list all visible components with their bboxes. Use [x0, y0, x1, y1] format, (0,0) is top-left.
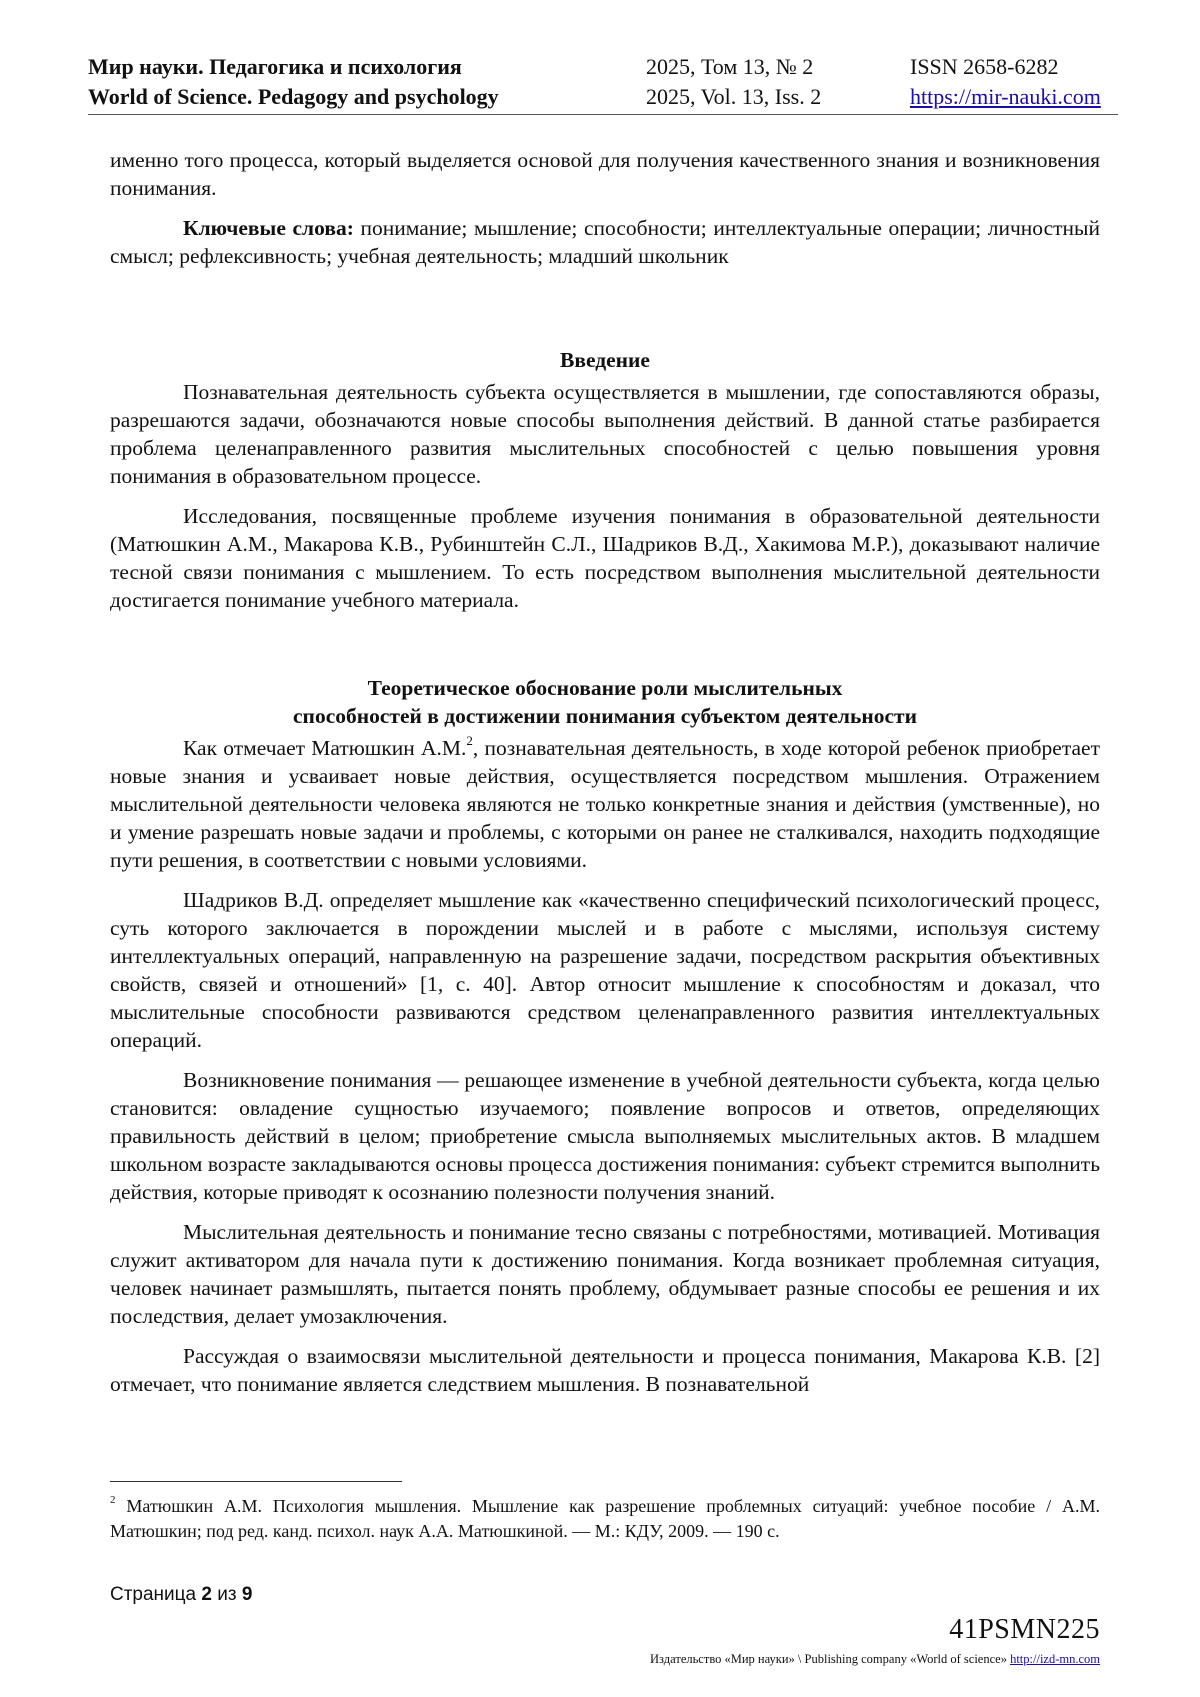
paragraph: Исследования, посвященные проблеме изучения понимания в образовательной деятельности (Матюшкин А.М., Макарова К.В., Рубинштейн С.Л., Шадриков В.Д., Хакимова М.Р.), доказывают наличие тесной связи понимания с мышлением. То есть посредством выполнения мыслительной деятельности достигается понимание учебного материала. [110, 504, 1100, 612]
pager-prefix: Страница [110, 1584, 202, 1605]
footnote-ref[interactable]: 2 [466, 732, 473, 748]
footnote-text: Матюшкин А.М. Психология мышления. Мышление как разрешение проблемных ситуаций: учебное пособие / А.М. Матюшкин; под ред. канд. психол. наук А.А. Матюшкиной. — М.: КДУ, 2009. — 190 с. [110, 1496, 1100, 1541]
header-row-ru [88, 52, 1118, 82]
footnote [110, 1494, 1100, 1544]
paragraph-rest: , познавательная деятельность, в ходе которой ребенок приобретает новые знания и усваивает новые действия, осуществляется посредством мышления. Отражением мыслительной деятельности человека являются не только конкретные знания и действия (умственные), но и умение разрешать новые задачи и проблемы, с которыми он ранее не сталкивался, находить подходящие пути решения, в соответствии с новыми условиями. [110, 736, 1100, 872]
issn: ISSN 2658-6282 [910, 54, 1059, 79]
journal-title-en: World of Science. Pedagogy and psychology [88, 84, 499, 109]
footnote-number: 2 [110, 1494, 116, 1506]
page-counter [110, 1584, 252, 1606]
section-heading-theory [110, 674, 1100, 730]
journal-header [88, 52, 1118, 112]
keywords-label: Ключевые слова: [183, 216, 354, 240]
pager-sep: из [211, 1584, 242, 1605]
issue-ru: 2025, Том 13, № 2 [646, 54, 814, 79]
article-body [110, 146, 1100, 1410]
keywords [110, 214, 1100, 270]
paragraph: Возникновение понимания — решающее изменение в учебной деятельности субъекта, когда целью становится: овладение сущностью изучаемого; появление вопросов и ответов, определяющих правильность действий в целом; приобретение смысла выполняемых мыслительных актов. В младшем школьном возрасте закладываются основы процесса достижения понимания: субъект стремится выполнить действия, которые приводят к осознанию полезности получения знаний. [110, 1068, 1100, 1204]
paragraph [110, 734, 1100, 874]
footnote-divider [110, 1481, 402, 1482]
journal-title-ru: Мир науки. Педагогика и психология [88, 54, 462, 79]
spacer [110, 282, 1100, 346]
publisher-line [650, 1652, 1100, 1667]
pager-total: 9 [241, 1584, 253, 1605]
header-row-en [88, 82, 1118, 112]
issue-en: 2025, Vol. 13, Iss. 2 [646, 84, 822, 109]
spacer [110, 626, 1100, 674]
heading-line-2: способностей в достижении понимания субъектом деятельности [293, 704, 917, 728]
abstract-tail: именно того процесса, который выделяется основой для получения качественного знания и возникновения понимания. [110, 148, 1100, 200]
pager-current: 2 [201, 1584, 212, 1605]
publisher-text: Издательство «Мир науки» \ Publishing company «World of science» [650, 1652, 1011, 1666]
publisher-url-link[interactable]: http://izd-mn.com [1010, 1652, 1100, 1666]
header-divider [88, 114, 1118, 115]
paragraph: Познавательная деятельность субъекта осуществляется в мышлении, где сопоставляются образы, разрешаются задачи, обозначаются новые способы выполнения действий. В данной статье разбирается проблема целенаправленного развития мыслительных способностей с целью повышения уровня понимания в образовательном процессе. [110, 380, 1100, 488]
journal-url-link[interactable]: https://mir-nauki.com [910, 84, 1101, 109]
heading-line-1: Теоретическое обоснование роли мыслительных [367, 676, 843, 700]
paragraph: Шадриков В.Д. определяет мышление как «качественно специфический психологический процесс, суть которого заключается в порождении мыслей и в работе с мыслями, используя систему интеллектуальных операций, направленную на разрешение задачи, посредством раскрытия объективных свойств, связей и отношений» [1, с. 40]. Автор относит мышление к способностям и доказал, что мыслительные способности развиваются средством целенаправленного развития интеллектуальных операций. [110, 888, 1100, 1052]
paragraph: Мыслительная деятельность и понимание тесно связаны с потребностями, мотивацией. Мотивация служит активатором для начала пути к достижению понимания. Когда возникает проблемная ситуация, человек начинает размышлять, пытается понять проблему, обдумывает разные способы ее решения и их последствия, делает умозаключения. [110, 1220, 1100, 1328]
article-code: 41PSMN225 [949, 1614, 1100, 1645]
section-heading-intro: Введение [560, 348, 650, 372]
paragraph-start: Как отмечает Матюшкин А.М. [183, 736, 467, 760]
keywords-text: понимание; мышление; способности; интеллектуальные операции; личностный смысл; рефлексивность; учебная деятельность; младший школьник [110, 216, 1100, 268]
paragraph: Рассуждая о взаимосвязи мыслительной деятельности и процесса понимания, Макарова К.В. [2] отмечает, что понимание является следствием мышления. В познавательной [110, 1344, 1100, 1396]
